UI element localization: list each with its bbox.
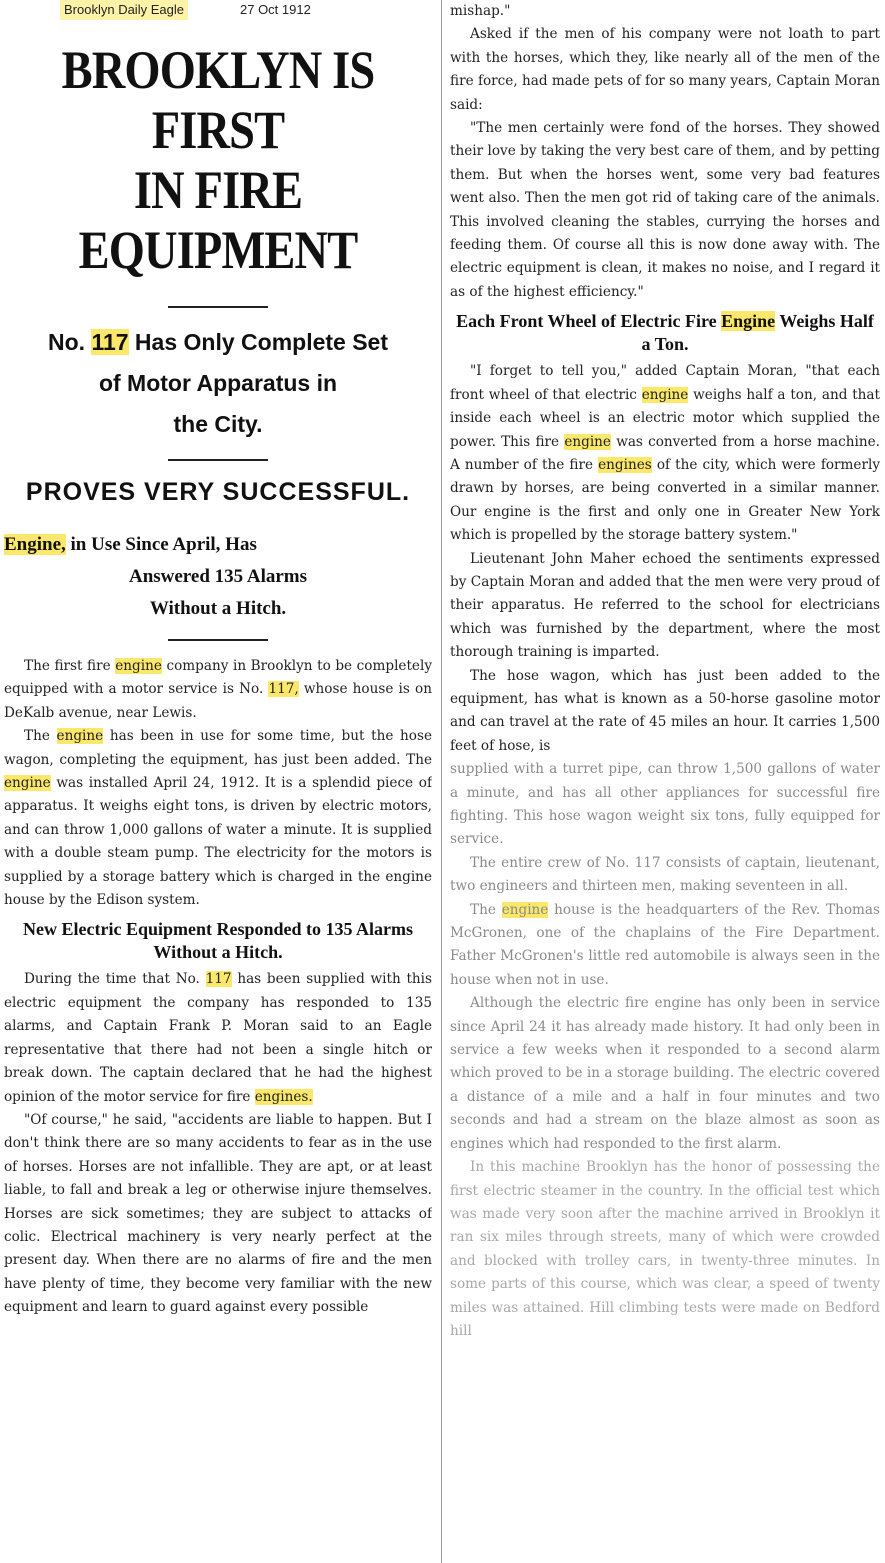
divider-2 (168, 459, 268, 461)
paragraph-right-0: mishap." (450, 3, 511, 19)
headline-line-1: BROOKLYN IS FIRST (61, 40, 375, 160)
paragraph-right-5a: The hose wagon, which has just been added to the equipment, has what is known as a 50-horse gasoline motor and can travel at the rate of 45 miles an hour. It carries 1,500 feet of hose, is (450, 667, 880, 754)
date-label: 27 Oct 1912 (240, 2, 311, 17)
deck-2: PROVES VERY SUCCESSFUL. (25, 478, 411, 506)
subheading-right: Each Front Wheel of Electric Fire Engine Weighs Half a Ton. (456, 311, 874, 355)
divider-3 (168, 639, 268, 641)
paragraph-right-3: "I forget to tell you," added Captain Moran, "that each front wheel of that electric engine weighs half a ton, and that inside each wheel is an electric motor which supplied the power. This fire engine was converted from a horse machine. A number of the fire engines of the city, which were formerly drawn by horses, are being converted in a similar manner. Our engine is the first and only one in Greater New York which is propelled by the storage battery system." (450, 363, 880, 544)
headline-line-2: IN FIRE EQUIPMENT (78, 160, 358, 280)
paragraph-right-1: Asked if the men of his company were not loath to part with the horses, which they, like nearly all of the men of the fire force, had made pets of for so many years, Captain Moran said: (450, 26, 880, 113)
paragraph-right-7: The engine house is the headquarters of the Rev. Thomas McGronen, one of the chaplains of the Fire Department. Father McGronen's little red automobile is always seen in the house when not in use. (450, 901, 880, 988)
paragraph-left-2: The engine has been in use for some time, but the hose wagon, completing the equipment, has just been added. The engine was installed April 24, 1912. It is a splendid piece of apparatus. It weighs eight tons, is driven by electric motors, and can throw 1,000 gallons of water a minute. It is supplied with a double steam pump. The electricity for the motors is supplied by a storage battery which is charged in the engine house by the Edison system. (4, 728, 432, 909)
paragraph-right-8: Although the electric fire engine has only been in service since April 24 it has already made history. It had only been in service a few weeks when it responded to a second alarm which proved to be in a storage building. The electric covered a distance of a mile and a half in four minutes and two seconds and had a stream on the blaze almost as soon as engines which had responded to the first alarm. (450, 995, 880, 1152)
highlight-117: 117 (91, 329, 129, 355)
paragraph-right-6: The entire crew of No. 117 consists of captain, lieutenant, two engineers and thirteen men, making seventeen in all. (450, 854, 880, 895)
paragraph-left-3: During the time that No. 117 has been supplied with this electric equipment the company has responded to 135 alarms, and Captain Frank P. Moran said to an Eagle representative that there had not been a single hitch or break down. The captain declared that he had the highest opinion of the motor service for fire engines. (4, 971, 432, 1105)
paragraph-right-5b: supplied with a turret pipe, can throw 1,500 gallons of water a minute, and has all other appliances for successful fire fighting. This hose wagon weight six tons, fully equipped for service. (450, 761, 880, 848)
paragraph-right-2: "The men certainly were fond of the horses. They showed their love by taking the very best care of them, and by petting them. But when the horses went, some very bad features went also. Then the men got rid of taking care of the animals. This involved cleaning the stables, currying the horses and feeding them. Of course all this is now done away with. The electric equipment is clean, it makes no noise, and I regard it as of the highest efficiency." (450, 120, 880, 300)
divider-1 (168, 306, 268, 308)
left-column (4, 0, 432, 1563)
paragraph-right-4: Lieutenant John Maher echoed the sentiments expressed by Captain Moran and added that the men were very proud of their apparatus. He referred to the school for electricians which was furnished by the department, where the most thorough training is imparted. (450, 550, 880, 661)
source-label: Brooklyn Daily Eagle (60, 0, 188, 20)
deck-1: No. 117 Has Only Complete Set of Motor Apparatus in the City. (47, 329, 389, 437)
subheading-left: New Electric Equipment Responded to 135 Alarms Without a Hitch. (23, 919, 413, 963)
paragraph-left-4: "Of course," he said, "accidents are liable to happen. But I don't think there are so many accidents to fear as in the use of horses. Horses are not infallible. They are apt, or at least liable, to fall and break a leg or otherwise injure themselves. Horses are sick sometimes; they are subject to attacks of colic. Electrical machinery is very nearly perfect at the present day. When there are no alarms of fire and the men have plenty of time, they become very familiar with the new equipment and learn to guard against every possible (4, 1111, 432, 1316)
column-rule (441, 0, 442, 1563)
right-column (450, 0, 880, 1563)
deck-3: Engine, in Use Since April, Has Answered 135 Alarms Without a Hitch. (4, 534, 308, 619)
paragraph-right-9: In this machine Brooklyn has the honor of possessing the first electric steamer in the country. In the official test which was made very soon after the machine arrived in Brooklyn it ran six miles through streets, many of which were crowded and blocked with trolley cars, in twenty-three minutes. In some parts of this course, which was clear, a speed of twenty miles was attained. Hill climbing tests were made on Bedford hill (450, 1159, 880, 1339)
highlight-engine: Engine, (4, 534, 66, 555)
paragraph-left-1: The first fire engine company in Brooklyn to be completely equipped with a motor service is No. 117, whose house is on DeKalb avenue, near Lewis. (4, 658, 432, 721)
